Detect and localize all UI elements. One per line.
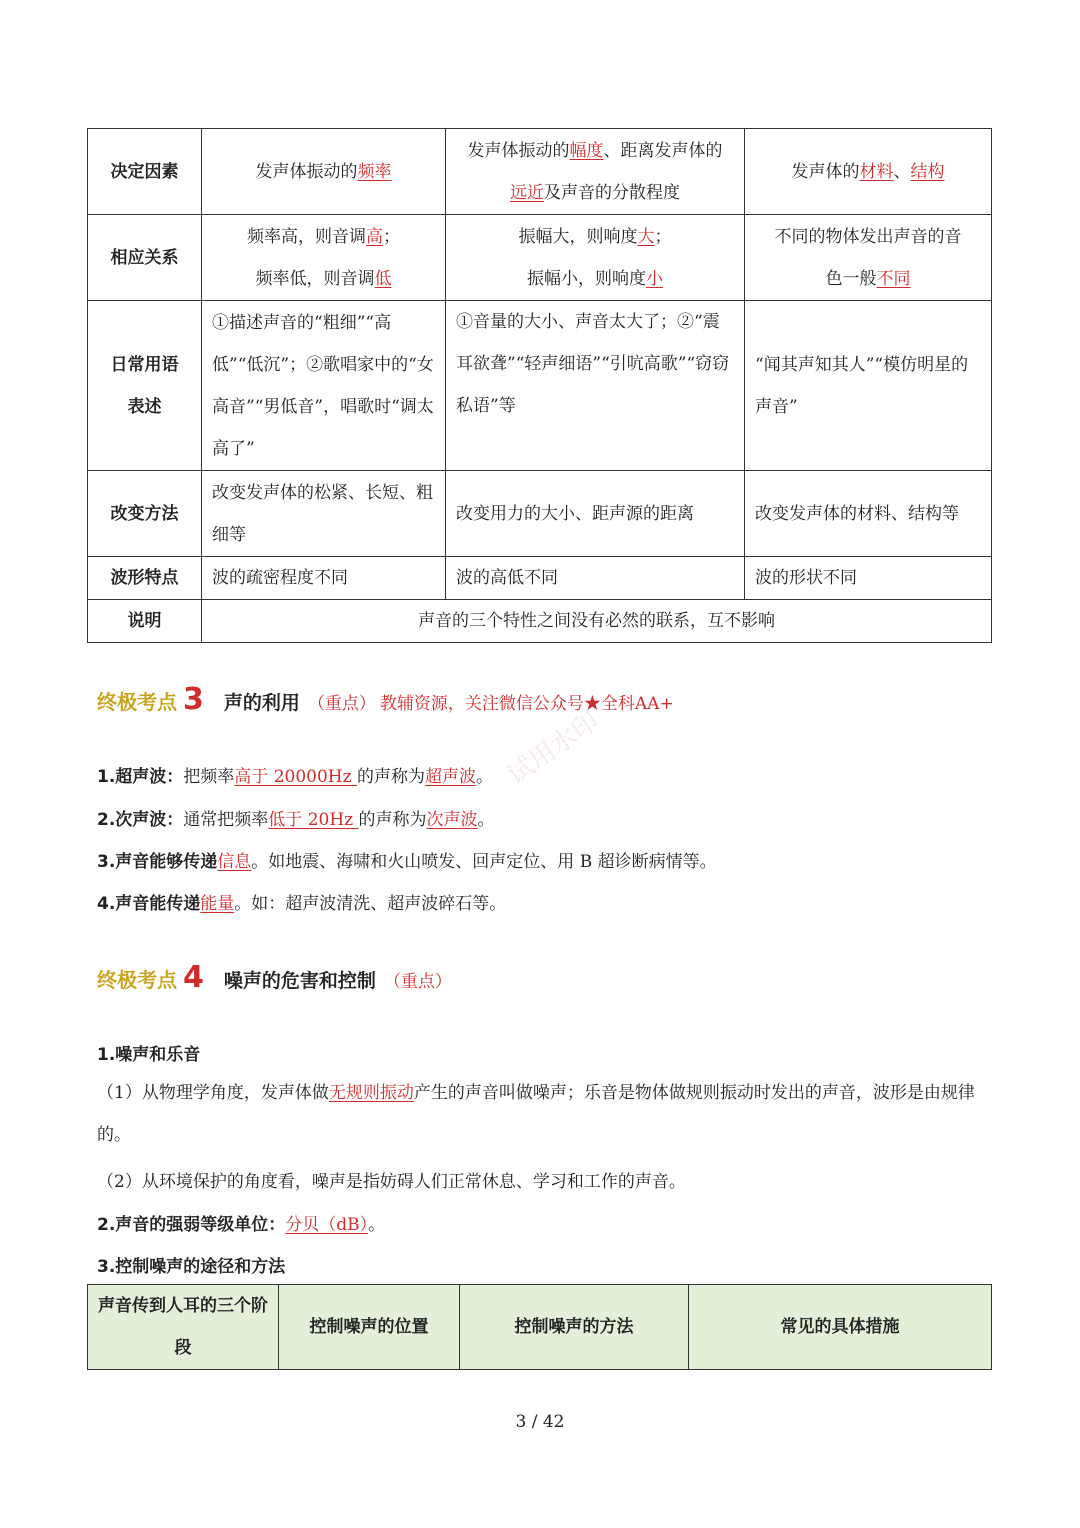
table-cell: 振幅大，则响度大； 振幅小，则响度小	[446, 215, 745, 301]
table-cell: 发声体振动的幅度、距离发声体的 远近及声音的分散程度	[446, 129, 745, 215]
paragraph: （1）从物理学角度，发声体做无规则振动产生的声音叫做噪声；乐音是物体做规则振动时发出的声音，波形是由规律的。	[97, 1083, 975, 1145]
table-cell: 发声体的材料、结构	[745, 129, 992, 215]
list-item: 3.声音能够传递信息。如地震、海啸和火山喷发、回声定位、用 B 超诊断病情等。	[97, 852, 717, 872]
table-cell: 波的形状不同	[745, 557, 992, 600]
table-row	[88, 471, 992, 557]
column-header: 常见的具体措施	[689, 1285, 992, 1370]
watermark: 试用水印	[502, 706, 605, 791]
section-title: 声的利用	[223, 692, 300, 714]
page-number: 3 / 42	[515, 1412, 565, 1432]
table-cell: 改变用力的大小、距声源的距离	[446, 471, 745, 557]
paragraph: （2）从环境保护的角度看，噪声是指妨碍人们正常休息、学习和工作的声音。	[97, 1172, 686, 1192]
table-cell: “闻其声知其人”“模仿明星的声音”	[745, 301, 992, 471]
section-tag: 终极考点	[97, 690, 177, 714]
table-header-row	[88, 1285, 992, 1370]
section-number: 4	[183, 960, 204, 995]
table-cell: 波的高低不同	[446, 557, 745, 600]
table-cell: 不同的物体发出声音的音 色一般不同	[745, 215, 992, 301]
row-header: 说明	[88, 600, 202, 643]
section-tag: 终极考点	[97, 968, 177, 992]
column-header: 控制噪声的位置	[279, 1285, 460, 1370]
row-header: 日常用语 表述	[88, 301, 202, 471]
table-cell: 改变发声体的松紧、长短、粗细等	[202, 471, 446, 557]
promo-text: 教辅资源，关注微信公众号★全科AA+	[379, 694, 674, 714]
table-row	[88, 600, 992, 643]
section-key-label: （重点）	[307, 694, 376, 714]
section-key-label: （重点）	[383, 972, 452, 992]
sound-characteristics-table	[87, 128, 992, 643]
table-row	[88, 301, 992, 471]
table-row	[88, 215, 992, 301]
row-header: 改变方法	[88, 471, 202, 557]
table-row	[88, 129, 992, 215]
table-cell: 波的疏密程度不同	[202, 557, 446, 600]
table-cell: ①音量的大小、声音太大了；②“震耳欲聋”“轻声细语”“引吭高歌”“窃窃私语”等	[446, 301, 745, 471]
row-header: 相应关系	[88, 215, 202, 301]
list-item: 2.次声波：通常把频率低于 20Hz 的声称为次声波。	[97, 810, 495, 830]
table-row	[88, 557, 992, 600]
section-number: 3	[183, 682, 204, 717]
column-header: 控制噪声的方法	[460, 1285, 689, 1370]
list-item: 4.声音能传递能量。如：超声波清洗、超声波碎石等。	[97, 894, 507, 914]
column-header: 声音传到人耳的三个阶段	[88, 1285, 279, 1370]
table-cell: 频率高，则音调高； 频率低，则音调低	[202, 215, 446, 301]
list-item: 1.超声波：把频率高于 20000Hz 的声称为超声波。	[97, 767, 493, 787]
subheading: 2.声音的强弱等级单位：分贝（dB）。	[97, 1215, 386, 1235]
table-cell: ①描述声音的“粗细”“高低”“低沉”；②歌唱家中的“女高音”“男低音”，唱歌时“调太高了”	[202, 301, 446, 471]
section-4-heading	[97, 960, 452, 995]
noise-control-table	[87, 1284, 992, 1370]
row-header: 波形特点	[88, 557, 202, 600]
subheading: 3.控制噪声的途径和方法	[97, 1257, 286, 1277]
table-cell: 发声体振动的频率	[202, 129, 446, 215]
section-title: 噪声的危害和控制	[223, 970, 376, 992]
table-cell: 声音的三个特性之间没有必然的联系，互不影响	[202, 600, 992, 643]
subheading: 1.噪声和乐音	[97, 1045, 201, 1065]
row-header: 决定因素	[88, 129, 202, 215]
table-cell: 改变发声体的材料、结构等	[745, 471, 992, 557]
